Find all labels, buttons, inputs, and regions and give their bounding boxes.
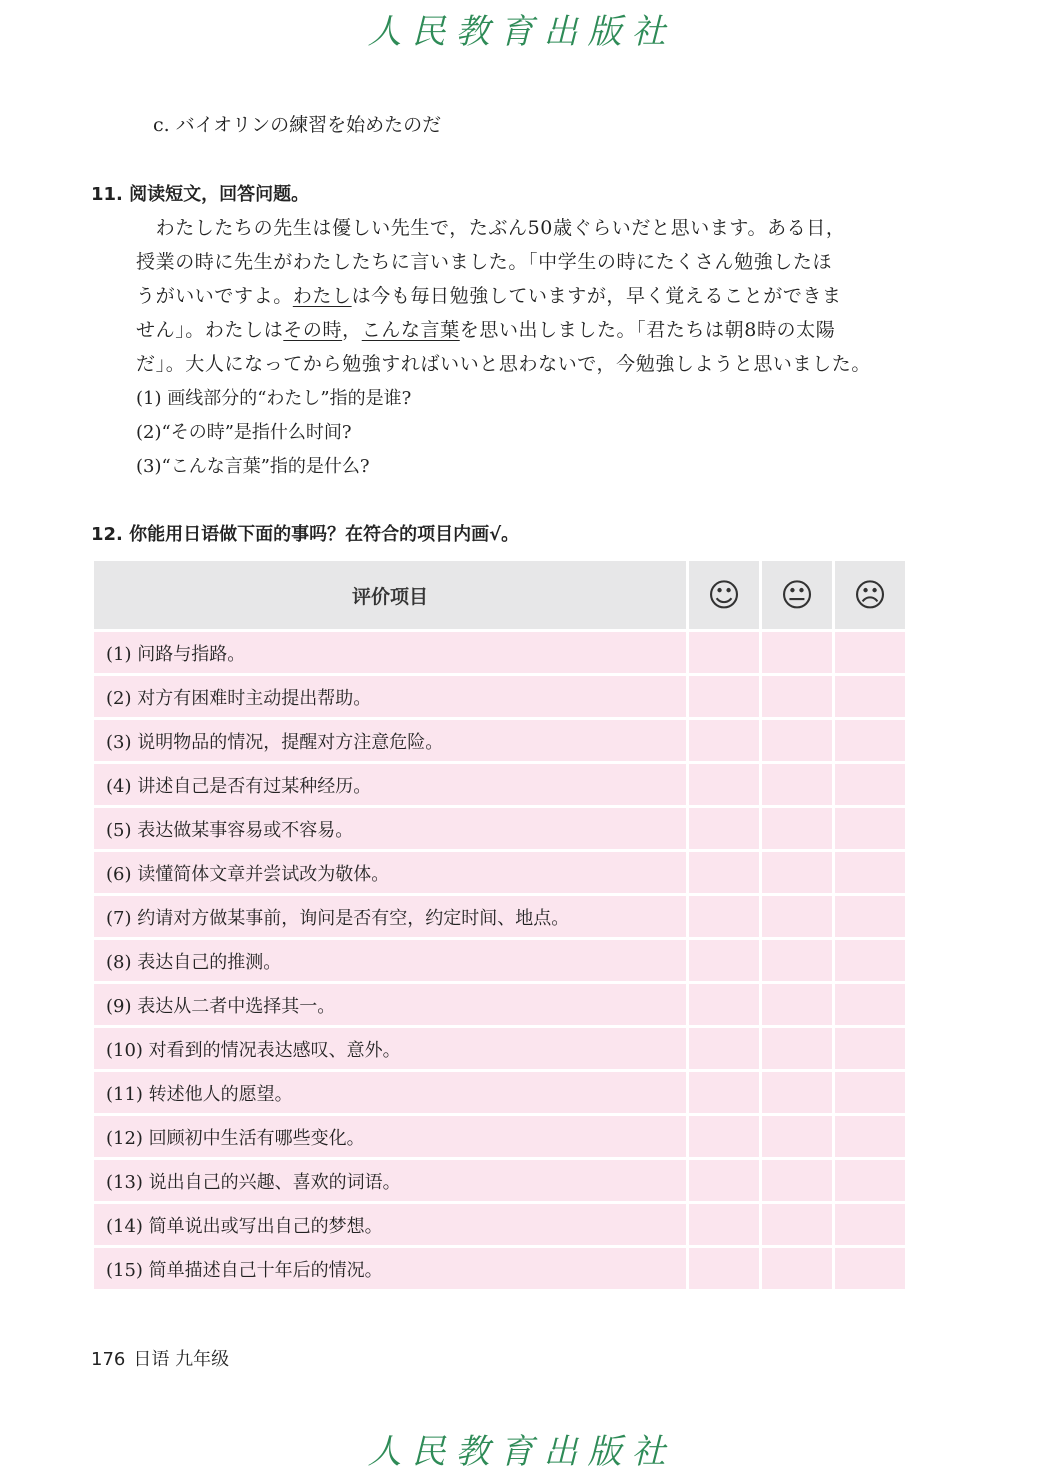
check-cell-sad[interactable] <box>835 896 905 937</box>
row-label: (8) 表达自己的推测。 <box>94 940 686 981</box>
check-cell-happy[interactable] <box>689 764 759 805</box>
header-happy <box>689 561 759 629</box>
check-cell-neutral[interactable] <box>762 1160 832 1201</box>
check-cell-sad[interactable] <box>835 632 905 673</box>
check-cell-happy[interactable] <box>689 984 759 1025</box>
table-row <box>94 1072 905 1113</box>
row-label: (5) 表达做某事容易或不容易。 <box>94 808 686 849</box>
table-row <box>94 1248 905 1289</box>
check-cell-happy[interactable] <box>689 676 759 717</box>
row-label: (7) 约请对方做某事前，询问是否有空，约定时间、地点。 <box>94 896 686 937</box>
table-header-row <box>94 561 905 629</box>
table-row <box>94 1028 905 1069</box>
row-label: (15) 简单描述自己十年后的情况。 <box>94 1248 686 1289</box>
check-cell-sad[interactable] <box>835 1116 905 1157</box>
sad-face-icon: ☹ <box>853 576 887 614</box>
q12-heading: 12. 你能用日语做下面的事吗？在符合的项目内画√。 <box>91 524 520 545</box>
row-label: (12) 回顾初中生活有哪些变化。 <box>94 1116 686 1157</box>
header-item: 评价项目 <box>94 561 686 629</box>
passage-text: は今も毎日勉強していますが，早く覚えることができま <box>351 285 842 307</box>
check-cell-happy[interactable] <box>689 1248 759 1289</box>
row-label: (13) 说出自己的兴趣、喜欢的词语。 <box>94 1160 686 1201</box>
table-row <box>94 676 905 717</box>
check-cell-neutral[interactable] <box>762 896 832 937</box>
table-row <box>94 632 905 673</box>
book-title: 日语 九年级 <box>133 1349 230 1370</box>
header-sad <box>835 561 905 629</box>
table-row <box>94 764 905 805</box>
table-row <box>94 1116 905 1157</box>
check-cell-happy[interactable] <box>689 1072 759 1113</box>
check-cell-neutral[interactable] <box>762 676 832 717</box>
table-row <box>94 808 905 849</box>
check-cell-happy[interactable] <box>689 1204 759 1245</box>
row-label: (10) 对看到的情况表达感叹、意外。 <box>94 1028 686 1069</box>
check-cell-sad[interactable] <box>835 720 905 761</box>
table-row <box>94 1204 905 1245</box>
smile-face-icon: ☺ <box>707 576 741 614</box>
check-cell-happy[interactable] <box>689 896 759 937</box>
check-cell-sad[interactable] <box>835 1028 905 1069</box>
check-cell-sad[interactable] <box>835 764 905 805</box>
check-cell-happy[interactable] <box>689 632 759 673</box>
check-cell-sad[interactable] <box>835 1248 905 1289</box>
table-row <box>94 852 905 893</box>
passage-text: を思い出しました。「君たちは朝8時の太陽 <box>459 319 836 341</box>
passage-line <box>136 281 908 308</box>
row-label: (6) 读懂简体文章并尝试改为敬体。 <box>94 852 686 893</box>
check-cell-neutral[interactable] <box>762 632 832 673</box>
passage-text: ， <box>342 319 362 341</box>
check-cell-happy[interactable] <box>689 1028 759 1069</box>
row-label: (9) 表达从二者中选择其一。 <box>94 984 686 1025</box>
q11-question-3: (3)“こんな言葉”指的是什么? <box>136 456 370 477</box>
check-cell-neutral[interactable] <box>762 852 832 893</box>
check-cell-neutral[interactable] <box>762 940 832 981</box>
option-c: c. バイオリンの練習を始めたのだ <box>153 114 442 136</box>
check-cell-sad[interactable] <box>835 984 905 1025</box>
check-cell-happy[interactable] <box>689 1160 759 1201</box>
check-cell-happy[interactable] <box>689 720 759 761</box>
check-cell-sad[interactable] <box>835 940 905 981</box>
check-cell-sad[interactable] <box>835 1072 905 1113</box>
table-row <box>94 984 905 1025</box>
row-label: (2) 对方有困难时主动提出帮助。 <box>94 676 686 717</box>
passage-line <box>136 315 908 342</box>
underlined-sonotoki: その時 <box>283 319 343 341</box>
evaluation-table <box>91 558 908 1292</box>
underlined-watashi: わたし <box>292 285 352 307</box>
q11-question-1: (1) 画线部分的“わたし”指的是谁? <box>136 388 412 409</box>
publisher-logo-bottom: 人民教育出版社 <box>367 1432 676 1472</box>
row-label: (3) 说明物品的情况，提醒对方注意危险。 <box>94 720 686 761</box>
table-row <box>94 940 905 981</box>
check-cell-neutral[interactable] <box>762 1072 832 1113</box>
table-row <box>94 896 905 937</box>
check-cell-neutral[interactable] <box>762 720 832 761</box>
check-cell-happy[interactable] <box>689 852 759 893</box>
check-cell-sad[interactable] <box>835 1204 905 1245</box>
publisher-logo: 人民教育出版社 <box>367 12 676 52</box>
row-label: (11) 转述他人的愿望。 <box>94 1072 686 1113</box>
check-cell-happy[interactable] <box>689 1116 759 1157</box>
check-cell-happy[interactable] <box>689 808 759 849</box>
passage-text: うがいいですよ。 <box>136 285 293 307</box>
row-label: (4) 讲述自己是否有过某种经历。 <box>94 764 686 805</box>
row-label: (1) 问路与指路。 <box>94 632 686 673</box>
table-row <box>94 1160 905 1201</box>
passage-line: 授業の時に先生がわたしたちに言いました。「中学生の時にたくさん勉強したほ <box>136 251 833 273</box>
header-neutral <box>762 561 832 629</box>
check-cell-neutral[interactable] <box>762 1116 832 1157</box>
passage-line: だ」。大人になってから勉強すればいいと思わないで，今勉強しようと思いました。 <box>136 353 871 375</box>
row-label: (14) 简单说出或写出自己的梦想。 <box>94 1204 686 1245</box>
check-cell-happy[interactable] <box>689 940 759 981</box>
check-cell-neutral[interactable] <box>762 808 832 849</box>
check-cell-sad[interactable] <box>835 808 905 849</box>
check-cell-neutral[interactable] <box>762 1028 832 1069</box>
neutral-face-icon: 😐 <box>780 576 814 614</box>
check-cell-sad[interactable] <box>835 1160 905 1201</box>
check-cell-neutral[interactable] <box>762 764 832 805</box>
q11-question-2: (2)“その時”是指什么时间? <box>136 422 352 443</box>
passage-line: わたしたちの先生は優しい先生で，たぶん50歳ぐらいだと思います。ある日， <box>136 217 846 239</box>
page-footer <box>91 1345 229 1371</box>
passage-text: せん」。わたしは <box>136 319 284 341</box>
check-cell-neutral[interactable] <box>762 1248 832 1289</box>
check-cell-neutral[interactable] <box>762 984 832 1025</box>
check-cell-sad[interactable] <box>835 852 905 893</box>
table-row <box>94 720 905 761</box>
check-cell-sad[interactable] <box>835 676 905 717</box>
check-cell-neutral[interactable] <box>762 1204 832 1245</box>
page-number: 176 <box>91 1349 126 1370</box>
underlined-konnakotoba: こんな言葉 <box>361 319 460 341</box>
q11-heading: 11. 阅读短文，回答问题。 <box>91 184 310 205</box>
